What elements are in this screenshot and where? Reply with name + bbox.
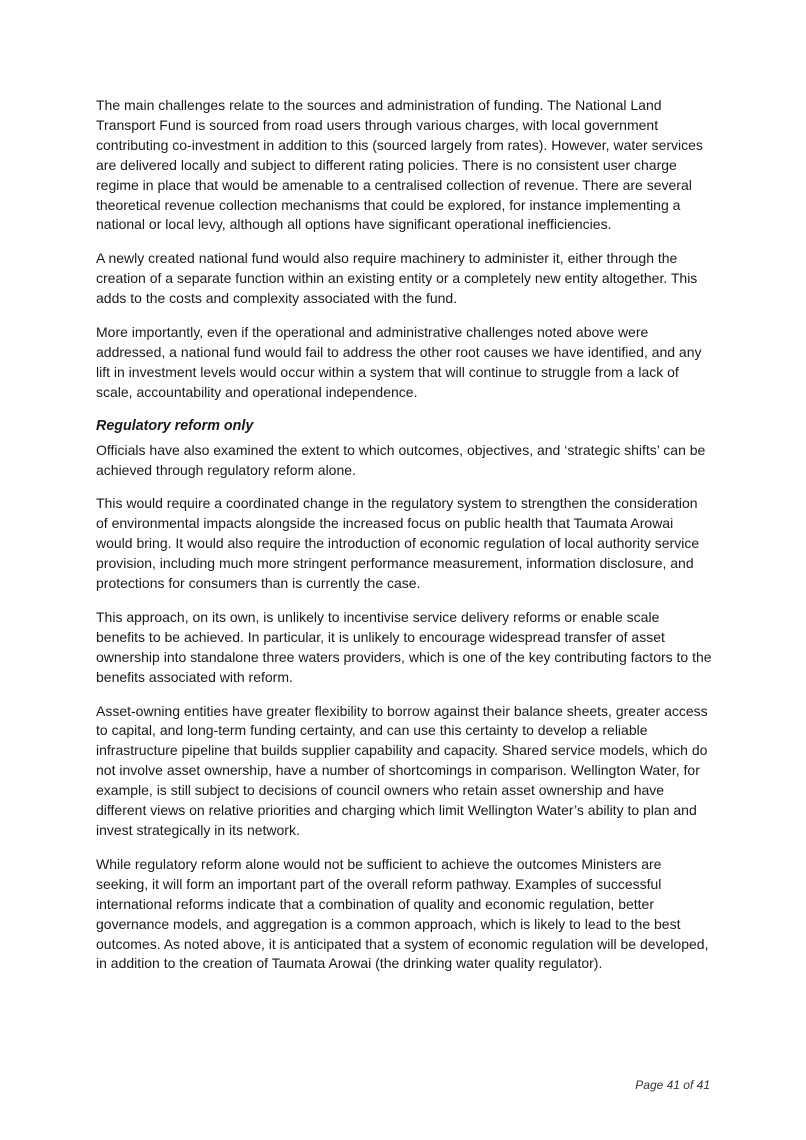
paragraph-approach-alone: This approach, on its own, is unlikely to incentivise service delivery reforms or enable scale benefits to be achieved. In particular, it is unlikely to encourage widespread transfer of asset ownership into standalone three waters providers, which is one of the key contributing factors to the benefits associated with reform. (96, 608, 712, 685)
page-number: Page 41 of 41 (635, 1078, 710, 1092)
paragraph-coordinated-change: This would require a coordinated change in the regulatory system to strengthen the consideration of environmental impacts alongside the increased focus on public health that Taumata Arowai would bring. It would also require the introduction of economic regulation of local authority service provision, including much more stringent performance measurement, information disclosure, and protections for consumers than is currently the case. (96, 495, 700, 592)
paragraph-regulatory-pathway: While regulatory reform alone would not be sufficient to achieve the outcomes Ministers are seeking, it will form an important part of the overall reform pathway. Examples of successful international reforms indicate that a combination of quality and economic regulation, better governance models, and aggregation is a common approach, which is likely to lead to the best outcomes. As noted above, it is anticipated that a system of economic regulation will be developed, in addition to the creation of Taumata Arowai (the drinking water quality regulator). (96, 855, 709, 972)
paragraph-officials-examined: Officials have also examined the extent to which outcomes, objectives, and ‘strategic shifts’ can be achieved through regulatory reform alone. (96, 441, 706, 478)
paragraph-national-fund-machinery: A newly created national fund would also require machinery to administer it, either through the creation of a separate function within an existing entity or a completely new entity altogether. This adds to the costs and complexity associated with the fund. (96, 250, 698, 307)
paragraph-root-causes: More importantly, even if the operational and administrative challenges noted above were addressed, a national fund would fail to address the other root causes we have identified, and any lift in investment levels would occur within a system that will continue to struggle from a lack of scale, accountability and operational independence. (96, 324, 702, 400)
paragraph-funding-challenges: The main challenges relate to the sources and administration of funding. The National Land Transport Fund is sourced from road users through various charges, with local government contributing co-investment in addition to this (sourced largely from rates). However, water services are delivered locally and subject to different rating policies. There is no consistent user charge regime in place that would be amenable to a centralised collection of revenue. There are several theoretical revenue collection mechanisms that could be explored, for instance implementing a national or local levy, although all options have significant operational inefficiencies. (96, 97, 703, 233)
paragraph-asset-owning-entities: Asset-owning entities have greater flexibility to borrow against their balance sheets, greater access to capital, and long-term funding certainty, and can use this certainty to develop a reliable infrastructure pipeline that builds supplier capability and capacity. Shared service models, which do not involve asset ownership, have a number of shortcomings in comparison. Wellington Water, for example, is still subject to decisions of council owners who retain asset ownership and have different views on relative priorities and charging which limit Wellington Water’s ability to plan and invest strategically in its network. (96, 702, 708, 838)
section-heading: Regulatory reform only (96, 417, 254, 434)
page-body (96, 96, 712, 988)
